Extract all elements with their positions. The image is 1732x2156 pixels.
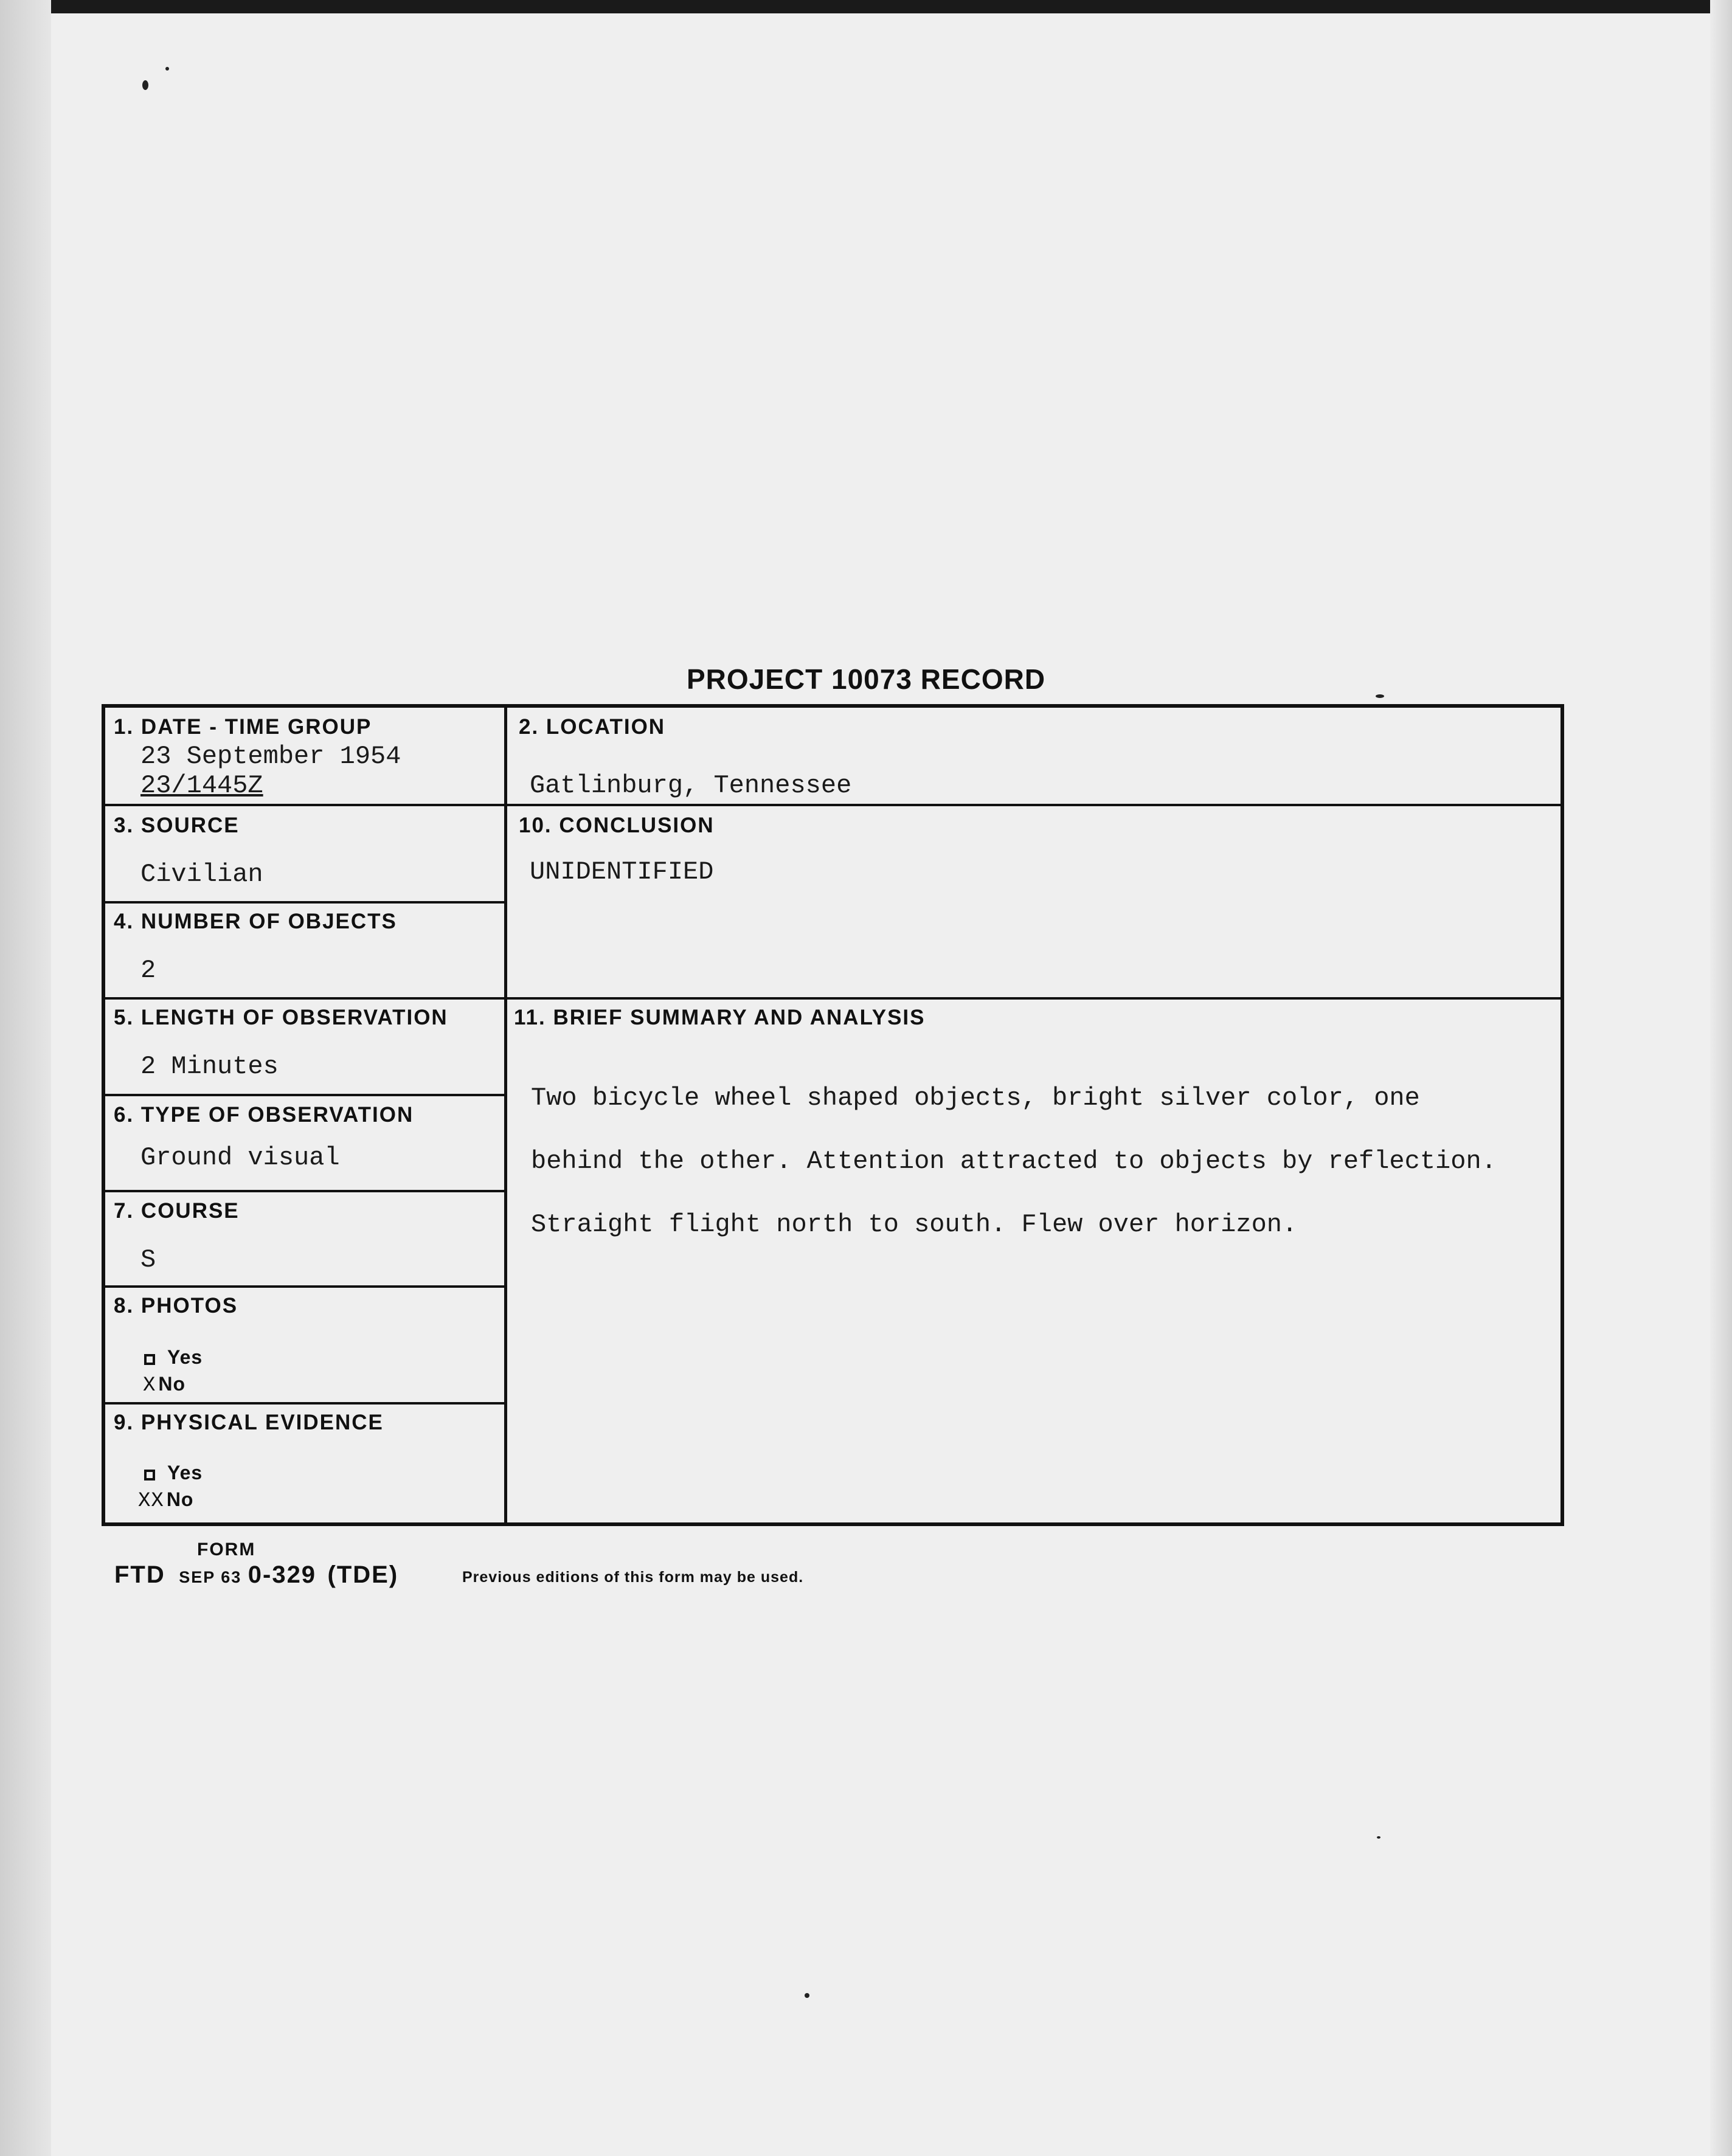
physical-evidence-no-option (138, 1488, 193, 1513)
row-divider (105, 901, 505, 904)
footer-form-number: 0-329 (248, 1561, 317, 1588)
source-value: Civilian (140, 860, 263, 889)
type-of-observation-label: 6. TYPE OF OBSERVATION (114, 1103, 414, 1127)
row-divider (105, 804, 1561, 806)
date-value: 23 September 1954 (140, 742, 401, 771)
scan-speck (805, 1993, 809, 1998)
scan-speck (1377, 1836, 1380, 1839)
scan-speck (142, 80, 148, 90)
summary-label: 11. BRIEF SUMMARY AND ANALYSIS (514, 1006, 926, 1029)
scan-edge-left (0, 0, 51, 2156)
photos-yes-label: Yes (167, 1346, 203, 1368)
physical-evidence-no-label: No (166, 1488, 194, 1510)
form-table (102, 704, 1564, 1526)
scan-edge-top (0, 0, 1732, 13)
course-value: S (140, 1245, 156, 1274)
physical-evidence-yes-checkbox (144, 1470, 155, 1481)
date-time-group-label: 1. DATE - TIME GROUP (114, 715, 372, 739)
footer-agency: FTD (114, 1561, 165, 1588)
footer-note: Previous editions of this form may be used. (462, 1569, 804, 1586)
physical-evidence-yes-option (144, 1462, 203, 1484)
length-of-observation-label: 5. LENGTH OF OBSERVATION (114, 1006, 448, 1029)
row-divider (105, 1094, 505, 1096)
time-value: 23/1445Z (140, 771, 263, 800)
physical-evidence-yes-label: Yes (167, 1462, 203, 1484)
number-of-objects-label: 4. NUMBER OF OBJECTS (114, 910, 397, 933)
photos-no-mark: X (143, 1374, 156, 1397)
photos-label: 8. PHOTOS (114, 1294, 238, 1318)
photos-no-option (143, 1373, 185, 1397)
row-divider (105, 997, 1561, 1000)
summary-text-block (531, 1051, 1601, 1272)
physical-evidence-no-mark: XX (138, 1490, 164, 1513)
scan-speck (165, 67, 169, 71)
number-of-objects-value: 2 (140, 956, 156, 985)
column-divider (504, 708, 507, 1522)
summary-line: behind the other. Attention attracted to objects by reflection. (531, 1147, 1497, 1176)
scan-edge-right (1710, 0, 1732, 2156)
course-label: 7. COURSE (114, 1199, 240, 1223)
footer-date: SEP 63 (179, 1568, 242, 1586)
photos-yes-checkbox (144, 1354, 155, 1365)
form-title: PROJECT 10073 RECORD (686, 663, 1046, 695)
type-of-observation-value: Ground visual (140, 1143, 340, 1172)
footer-form-id (114, 1561, 398, 1589)
summary-line: Two bicycle wheel shaped objects, bright silver color, one (531, 1083, 1420, 1113)
conclusion-label: 10. CONCLUSION (519, 814, 715, 837)
row-divider (105, 1402, 505, 1405)
length-of-observation-value: 2 Minutes (140, 1052, 279, 1081)
photos-yes-option (144, 1346, 203, 1369)
summary-line: Straight flight north to south. Flew over horizon. (531, 1210, 1298, 1239)
location-value: Gatlinburg, Tennessee (530, 771, 852, 800)
location-label: 2. LOCATION (519, 715, 666, 739)
row-divider (105, 1190, 505, 1192)
physical-evidence-label: 9. PHYSICAL EVIDENCE (114, 1411, 384, 1434)
source-label: 3. SOURCE (114, 814, 240, 837)
footer-office: (TDE) (327, 1561, 399, 1588)
conclusion-value: UNIDENTIFIED (530, 857, 714, 886)
row-divider (105, 1285, 505, 1288)
footer-form-word: FORM (197, 1539, 256, 1560)
photos-no-label: No (158, 1373, 186, 1395)
